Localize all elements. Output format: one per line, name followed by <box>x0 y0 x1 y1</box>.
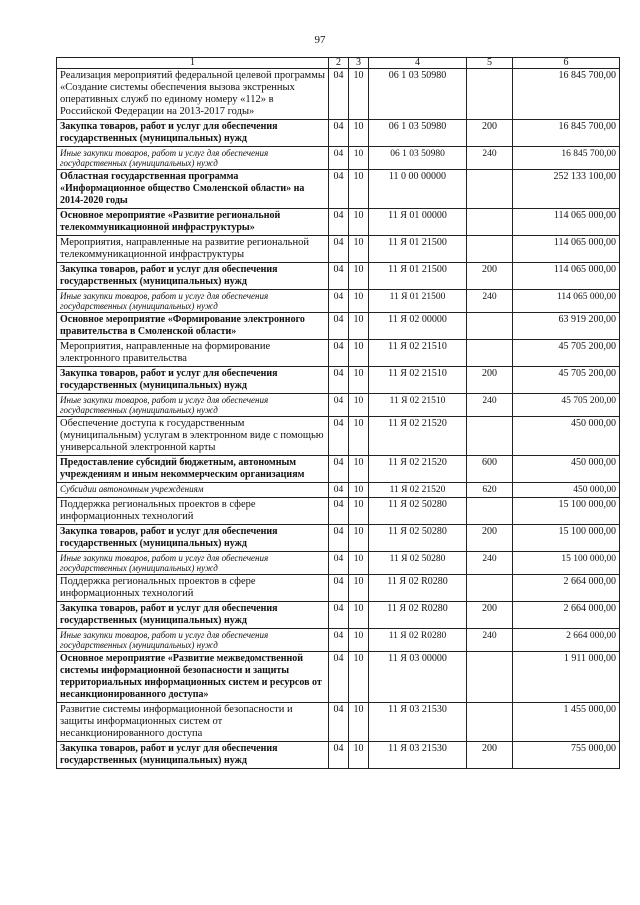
expense-type-cell <box>467 170 513 209</box>
subsection-cell: 10 <box>349 340 369 367</box>
target-code-cell: 11 Я 02 21520 <box>369 456 467 483</box>
item-name-cell: Реализация мероприятий федеральной целевой программы «Создание системы обеспечения вызова экстренных оперативных служб по единому номеру «112» в Российской Федерации на 2013-2017 годы» <box>57 69 329 120</box>
subsection-cell: 10 <box>349 498 369 525</box>
subsection-cell: 10 <box>349 313 369 340</box>
item-name-cell: Иные закупки товаров, работ и услуг для обеспечения государственных (муниципальных) нужд <box>57 394 329 417</box>
table-row <box>57 236 620 263</box>
item-name-cell: Закупка товаров, работ и услуг для обеспечения государственных (муниципальных) нужд <box>57 602 329 629</box>
section-cell: 04 <box>329 703 349 742</box>
table-row <box>57 263 620 290</box>
item-name-cell: Закупка товаров, работ и услуг для обеспечения государственных (муниципальных) нужд <box>57 367 329 394</box>
table-row <box>57 483 620 498</box>
subsection-cell: 10 <box>349 209 369 236</box>
subsection-cell: 10 <box>349 290 369 313</box>
item-name-cell: Закупка товаров, работ и услуг для обеспечения государственных (муниципальных) нужд <box>57 742 329 769</box>
target-code-cell: 11 Я 01 21500 <box>369 290 467 313</box>
item-name-cell: Иные закупки товаров, работ и услуг для обеспечения государственных (муниципальных) нужд <box>57 290 329 313</box>
item-name-cell: Закупка товаров, работ и услуг для обеспечения государственных (муниципальных) нужд <box>57 525 329 552</box>
table-row <box>57 652 620 703</box>
target-code-cell: 11 Я 02 21520 <box>369 417 467 456</box>
item-name-cell: Основное мероприятие «Развитие межведомственной системы информационной безопасности и защиты территориальных информационных систем и ресурсов от несанкционированного доступа» <box>57 652 329 703</box>
amount-cell: 45 705 200,00 <box>513 394 620 417</box>
subsection-cell: 10 <box>349 394 369 417</box>
target-code-cell: 11 Я 03 00000 <box>369 652 467 703</box>
amount-cell: 45 705 200,00 <box>513 340 620 367</box>
header-col-6: 6 <box>513 58 620 69</box>
expense-type-cell: 200 <box>467 525 513 552</box>
amount-cell: 252 133 100,00 <box>513 170 620 209</box>
table-row <box>57 742 620 769</box>
target-code-cell: 11 Я 01 21500 <box>369 263 467 290</box>
amount-cell: 2 664 000,00 <box>513 629 620 652</box>
section-cell: 04 <box>329 456 349 483</box>
section-cell: 04 <box>329 367 349 394</box>
table-row <box>57 552 620 575</box>
expense-type-cell <box>467 652 513 703</box>
amount-cell: 450 000,00 <box>513 456 620 483</box>
section-cell: 04 <box>329 394 349 417</box>
item-name-cell: Субсидии автономным учреждениям <box>57 483 329 498</box>
amount-cell: 45 705 200,00 <box>513 367 620 394</box>
amount-cell: 2 664 000,00 <box>513 575 620 602</box>
expense-type-cell: 200 <box>467 742 513 769</box>
target-code-cell: 11 Я 02 50280 <box>369 498 467 525</box>
subsection-cell: 10 <box>349 703 369 742</box>
table-row <box>57 367 620 394</box>
item-name-cell: Областная государственная программа «Информационное общество Смоленской области» на 2014-2020 годы <box>57 170 329 209</box>
amount-cell: 15 100 000,00 <box>513 498 620 525</box>
item-name-cell: Иные закупки товаров, работ и услуг для обеспечения государственных (муниципальных) нужд <box>57 147 329 170</box>
budget-table <box>56 57 620 769</box>
section-cell: 04 <box>329 236 349 263</box>
target-code-cell: 11 Я 02 50280 <box>369 525 467 552</box>
target-code-cell: 11 0 00 00000 <box>369 170 467 209</box>
amount-cell: 450 000,00 <box>513 417 620 456</box>
target-code-cell: 11 Я 02 00000 <box>369 313 467 340</box>
table-row <box>57 313 620 340</box>
subsection-cell: 10 <box>349 147 369 170</box>
section-cell: 04 <box>329 575 349 602</box>
expense-type-cell: 200 <box>467 602 513 629</box>
section-cell: 04 <box>329 417 349 456</box>
table-row <box>57 170 620 209</box>
expense-type-cell <box>467 313 513 340</box>
amount-cell: 2 664 000,00 <box>513 602 620 629</box>
table-row <box>57 629 620 652</box>
expense-type-cell <box>467 209 513 236</box>
section-cell: 04 <box>329 147 349 170</box>
item-name-cell: Основное мероприятие «Развитие региональной телекоммуникационной инфраструктуры» <box>57 209 329 236</box>
expense-type-cell <box>467 498 513 525</box>
target-code-cell: 11 Я 02 R0280 <box>369 575 467 602</box>
amount-cell: 755 000,00 <box>513 742 620 769</box>
target-code-cell: 11 Я 02 21510 <box>369 340 467 367</box>
expense-type-cell: 240 <box>467 147 513 170</box>
table-row <box>57 394 620 417</box>
section-cell: 04 <box>329 742 349 769</box>
subsection-cell: 10 <box>349 120 369 147</box>
subsection-cell: 10 <box>349 575 369 602</box>
table-row <box>57 456 620 483</box>
target-code-cell: 06 1 03 50980 <box>369 147 467 170</box>
subsection-cell: 10 <box>349 629 369 652</box>
amount-cell: 16 845 700,00 <box>513 147 620 170</box>
section-cell: 04 <box>329 313 349 340</box>
section-cell: 04 <box>329 209 349 236</box>
header-col-3: 3 <box>349 58 369 69</box>
target-code-cell: 11 Я 03 21530 <box>369 742 467 769</box>
subsection-cell: 10 <box>349 483 369 498</box>
table-row <box>57 120 620 147</box>
section-cell: 04 <box>329 629 349 652</box>
expense-type-cell: 240 <box>467 629 513 652</box>
amount-cell: 450 000,00 <box>513 483 620 498</box>
item-name-cell: Закупка товаров, работ и услуг для обеспечения государственных (муниципальных) нужд <box>57 263 329 290</box>
amount-cell: 1 911 000,00 <box>513 652 620 703</box>
subsection-cell: 10 <box>349 652 369 703</box>
target-code-cell: 11 Я 03 21530 <box>369 703 467 742</box>
amount-cell: 114 065 000,00 <box>513 236 620 263</box>
target-code-cell: 06 1 03 50980 <box>369 120 467 147</box>
section-cell: 04 <box>329 120 349 147</box>
amount-cell: 16 845 700,00 <box>513 120 620 147</box>
section-cell: 04 <box>329 170 349 209</box>
table-row <box>57 340 620 367</box>
expense-type-cell: 200 <box>467 120 513 147</box>
table-row <box>57 602 620 629</box>
table-row <box>57 525 620 552</box>
expense-type-cell: 240 <box>467 290 513 313</box>
subsection-cell: 10 <box>349 367 369 394</box>
table-row <box>57 209 620 236</box>
target-code-cell: 11 Я 01 21500 <box>369 236 467 263</box>
section-cell: 04 <box>329 602 349 629</box>
subsection-cell: 10 <box>349 69 369 120</box>
expense-type-cell <box>467 340 513 367</box>
expense-type-cell: 240 <box>467 394 513 417</box>
expense-type-cell <box>467 703 513 742</box>
table-body <box>57 69 620 769</box>
expense-type-cell <box>467 417 513 456</box>
table-row <box>57 417 620 456</box>
table-row <box>57 498 620 525</box>
target-code-cell: 11 Я 02 R0280 <box>369 602 467 629</box>
item-name-cell: Поддержка региональных проектов в сфере информационных технологий <box>57 498 329 525</box>
item-name-cell: Предоставление субсидий бюджетным, автономным учреждениям и иным некоммерческим организациям <box>57 456 329 483</box>
header-col-5: 5 <box>467 58 513 69</box>
section-cell: 04 <box>329 652 349 703</box>
section-cell: 04 <box>329 263 349 290</box>
target-code-cell: 11 Я 02 R0280 <box>369 629 467 652</box>
amount-cell: 16 845 700,00 <box>513 69 620 120</box>
table-header-row <box>57 58 620 69</box>
section-cell: 04 <box>329 69 349 120</box>
section-cell: 04 <box>329 290 349 313</box>
header-col-2: 2 <box>329 58 349 69</box>
target-code-cell: 06 1 03 50980 <box>369 69 467 120</box>
target-code-cell: 11 Я 02 21510 <box>369 367 467 394</box>
subsection-cell: 10 <box>349 525 369 552</box>
target-code-cell: 11 Я 02 50280 <box>369 552 467 575</box>
table-row <box>57 69 620 120</box>
expense-type-cell: 200 <box>467 263 513 290</box>
target-code-cell: 11 Я 02 21520 <box>369 483 467 498</box>
subsection-cell: 10 <box>349 170 369 209</box>
item-name-cell: Основное мероприятие «Формирование электронного правительства в Смоленской области» <box>57 313 329 340</box>
item-name-cell: Обеспечение доступа к государственным (муниципальным) услугам в электронном виде с помощью универсальной электронной карты <box>57 417 329 456</box>
expense-type-cell: 620 <box>467 483 513 498</box>
item-name-cell: Иные закупки товаров, работ и услуг для обеспечения государственных (муниципальных) нужд <box>57 629 329 652</box>
subsection-cell: 10 <box>349 602 369 629</box>
table-row <box>57 290 620 313</box>
table-row <box>57 147 620 170</box>
item-name-cell: Поддержка региональных проектов в сфере информационных технологий <box>57 575 329 602</box>
expense-type-cell <box>467 575 513 602</box>
amount-cell: 114 065 000,00 <box>513 209 620 236</box>
target-code-cell: 11 Я 02 21510 <box>369 394 467 417</box>
expense-type-cell: 240 <box>467 552 513 575</box>
subsection-cell: 10 <box>349 236 369 263</box>
item-name-cell: Мероприятия, направленные на развитие региональной телекоммуникационной инфраструктуры <box>57 236 329 263</box>
expense-type-cell <box>467 69 513 120</box>
item-name-cell: Иные закупки товаров, работ и услуг для обеспечения государственных (муниципальных) нужд <box>57 552 329 575</box>
section-cell: 04 <box>329 552 349 575</box>
table-row <box>57 703 620 742</box>
expense-type-cell: 200 <box>467 367 513 394</box>
subsection-cell: 10 <box>349 417 369 456</box>
section-cell: 04 <box>329 498 349 525</box>
subsection-cell: 10 <box>349 263 369 290</box>
item-name-cell: Развитие системы информационной безопасности и защиты информационных систем от несанкционированного доступа <box>57 703 329 742</box>
expense-type-cell <box>467 236 513 263</box>
item-name-cell: Мероприятия, направленные на формирование электронного правительства <box>57 340 329 367</box>
amount-cell: 1 455 000,00 <box>513 703 620 742</box>
amount-cell: 63 919 200,00 <box>513 313 620 340</box>
section-cell: 04 <box>329 483 349 498</box>
section-cell: 04 <box>329 340 349 367</box>
amount-cell: 114 065 000,00 <box>513 263 620 290</box>
header-col-4: 4 <box>369 58 467 69</box>
subsection-cell: 10 <box>349 742 369 769</box>
header-col-1: 1 <box>57 58 329 69</box>
expense-type-cell: 600 <box>467 456 513 483</box>
amount-cell: 15 100 000,00 <box>513 525 620 552</box>
subsection-cell: 10 <box>349 456 369 483</box>
table-row <box>57 575 620 602</box>
amount-cell: 15 100 000,00 <box>513 552 620 575</box>
target-code-cell: 11 Я 01 00000 <box>369 209 467 236</box>
page-number: 97 <box>314 34 326 46</box>
amount-cell: 114 065 000,00 <box>513 290 620 313</box>
item-name-cell: Закупка товаров, работ и услуг для обеспечения государственных (муниципальных) нужд <box>57 120 329 147</box>
subsection-cell: 10 <box>349 552 369 575</box>
section-cell: 04 <box>329 525 349 552</box>
